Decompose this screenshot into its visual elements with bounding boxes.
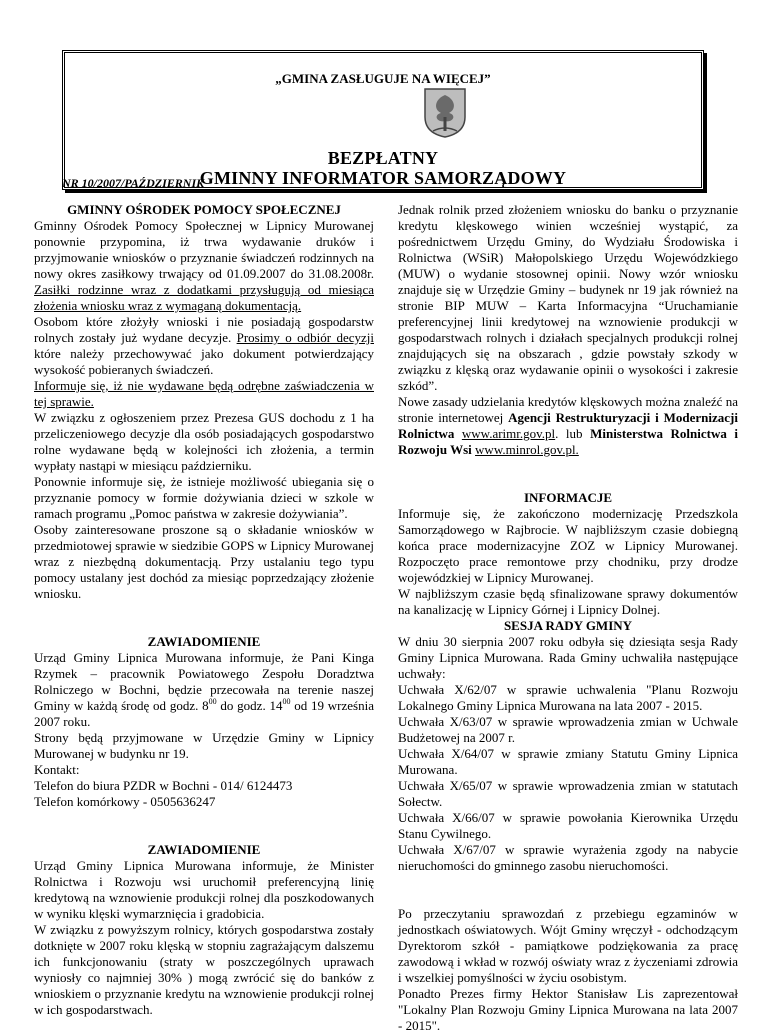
gops-paragraph-5: Ponownie informuje się, że istnieje możliwość ubiegania się o przyznanie pomocy w formie dożywiania dzieci w szkole w ramach programu „Pomoc państwa w zakresie dożywiania”. — [34, 474, 374, 521]
credit-ministry-name: Ministerstwa Rolnictwa i Rozwoju Wsi — [398, 426, 738, 457]
arimr-link[interactable]: www.arimr.gov.pl — [461, 426, 556, 441]
gops-paragraph-6: Osoby zainteresowane proszone są o składanie wniosków w przedmiotowej sprawie w siedzibie GOPS w Lipnicy Murowanej wraz z niezbędną dokumentacją. Przy ustalaniu tego typu pomocy ustalany jest dochód za miesiąc poprzedzający złożenie wniosku. — [34, 522, 374, 601]
minrol-link[interactable]: www.minrol.gov.pl. — [475, 442, 579, 457]
masthead — [62, 50, 704, 190]
gops-paragraph-3: Informuje się, iż nie wydawane będą odrębne zaświadczenia w tej sprawie. — [34, 378, 374, 409]
gops-p2-text-end: które należy przechowywać jako dokument potwierdzający wysokość pobieranych świadczeń. — [34, 346, 374, 377]
right-column — [398, 202, 738, 1034]
notice1-phone-2: Telefon komórkowy - 0505636247 — [34, 794, 216, 809]
notice2-heading: ZAWIADOMIENIE — [147, 842, 261, 857]
info-paragraph-2: W najbliższym czasie będą sfinalizowane sprawy dokumentów na kanalizację w Lipnicy Górnej i Lipnicy Dolnej. — [398, 586, 738, 617]
notice1-sup1: 00 — [208, 697, 217, 706]
notice1-p1-text-mid: do godz. 14 — [216, 698, 283, 713]
info-paragraph-1: Informuje się, że zakończono modernizację Przedszkola Samorządowego w Rajbrocie. W najbliższym czasie dobiegną końca prace modernizacyjne ZOZ w Lipnicy Murowanej. Rozpoczęto prace remontowe przy chodniku, przy drodze wojewódzkiej w Lipnicy Murowanej. — [398, 506, 738, 585]
gops-paragraph-2 — [34, 314, 374, 378]
resolution-6: Uchwała X/67/07 w sprawie wyrażenia zgody na nabycie nieruchomości do gminnego zasobu nieruchomości. — [398, 842, 738, 873]
gops-p1-text: Gminny Ośrodek Pomocy Społecznej w Lipnicy Murowanej ponownie przypomina, iż trwa wydawanie druków i przyjmowanie wniosków o przyznanie świadczeń rodzinnych na nowy okres zasiłkowy trwający od 01.09.2007 do 31.08.2008r. — [34, 218, 374, 281]
left-column — [34, 202, 374, 1018]
gops-paragraph-1 — [34, 218, 374, 314]
notice1-heading: ZAWIADOMIENIE — [147, 634, 261, 649]
gops-p2-underlined: Prosimy o odbiór decyzji — [236, 330, 374, 345]
resolution-2: Uchwała X/63/07 w sprawie wprowadzenia zmian w Uchwale Budżetowej na 2007 r. — [398, 714, 738, 745]
notice1-sup2: 00 — [282, 697, 291, 706]
notice1-p1-text: Urząd Gminy Lipnica Murowana informuje, że Pani Kinga Rzymek – pracownik Powiatowego Zespołu Doradztwa Rolniczego w Bochni, będzie przecowała na terenie naszej Gminy w każdą środę od godz. 8 — [34, 650, 374, 713]
session-paragraph-1: W dniu 30 sierpnia 2007 roku odbyła się dziesiąta sesja Rady Gminy Lipnica Murowana. Rada Gminy uchwaliła następujące uchwały: — [398, 634, 738, 681]
credit-p2-text: Nowe zasady udzielania kredytów klęskowych można znaleźć na stronie internetowej — [398, 394, 738, 425]
notice2-paragraph-2: W związku z powyższym rolnicy, których gospodarstwa zostały dotknięte w 2007 roku klęską w stopniu zagrażającym dalszemu ich funkcjonowaniu (straty w poszczególnych uprawach wyniosły co najmniej 30% ) mogą zwrócić się do banków z wnioskiem o przyznanie kredytu na wznowienie produkcji rolnej w ich gospodarstwach. — [34, 922, 374, 1017]
notice1-contact-label: Kontakt: — [34, 762, 80, 777]
credit-p2-text-mid: . lub — [555, 426, 591, 441]
gops-heading: GMINNY OŚRODEK POMOCY SPOŁECZNEJ — [67, 202, 341, 217]
session-paragraph-2: Po przeczytaniu sprawozdań z przebiegu egzaminów w jednostkach oświatowych. Wójt Gminy wręczył - odchodzącym Dyrektorom szkół - pamiątkowe podziękowania za pracę zawodową i wkład w rozwój oświaty wraz z życzeniami zdrowia i wszelkiej pomyślności w życiu osobistym. — [398, 906, 738, 985]
masthead-title-line2: GMINNY INFORMATOR SAMORZĄDOWY — [199, 168, 567, 188]
gops-p2-text: Osobom które złożyły wnioski i nie posiadają gospodarstw rolnych zostały już wydane decyzje. — [34, 314, 374, 345]
info-heading: INFORMACJE — [523, 490, 613, 505]
issue-number: NR 10/2007/PAŹDZIERNIK — [62, 176, 205, 190]
resolution-1: Uchwała X/62/07 w sprawie uchwalenia "Planu Rozwoju Lokalnego Gminy Lipnica Murowana na lata 2007 - 2015. — [398, 682, 738, 713]
notice2-paragraph-1: Urząd Gminy Lipnica Murowana informuje, że Minister Rolnictwa i Rozwoju wsi uruchomił preferencyjną linię kredytową na wznowienie produkcji rolnej dla poszkodowanych w wyniku klęski wymarznięcia i gradobicia. — [34, 858, 374, 921]
masthead-title-line1: BEZPŁATNY — [327, 148, 439, 168]
gops-paragraph-4: W związku z ogłoszeniem przez Prezesa GUS dochodu z 1 ha przeliczeniowego decyzje dla osób posiadających gospodarstwo rolne wydawane będą w kolejności ich złożenia, a termin wypłaty nastąpi w miesiącu październiku. — [34, 410, 374, 473]
session-paragraph-3: Ponadto Prezes firmy Hektor Stanisław Lis zaprezentował "Lokalny Plan Rozwoju Gminy Lipnica Murowana na lata 2007 - 2015". — [398, 986, 738, 1033]
session-heading: SESJA RADY GMINY — [503, 618, 633, 633]
resolution-5: Uchwała X/66/07 w sprawie powołania Kierownika Urzędu Stanu Cywilnego. — [398, 810, 738, 841]
gops-p1-underlined: Zasiłki rodzinne wraz z dodatkami przysługują od miesiąca złożenia wniosku wraz z wymaganą dokumentacją. — [34, 282, 374, 313]
notice1-p1-text-end: od 19 września 2007 roku. — [34, 698, 374, 729]
credit-paragraph-1: Jednak rolnik przed złożeniem wniosku do banku o przyznanie kredytu klęskowego winien wcześniej wystąpić, za pośrednictwem Urzędu Gminy, do Wydziału Środowiska i Rolnictwa (WSiR) Małopolskiego Urzędu Wojewódzkiego (MUW) o wydanie stosownej opinii. Nowy wzór wniosku znajduje się w Urzędzie Gminy – budynek nr 19 jak również na stronie BIP MUW – Karta Informacyjna “Uruchamianie preferencyjnej linii kredytowej na wznowienie produkcji w gospodarstwach rolnych i działach specjalnych produkcji rolnej znajdujących się na obszarach , gdzie powstały szkody w związku z klęską oraz wydawanie opinii o wysokości i zakresie szkód”. — [398, 202, 738, 393]
resolution-3: Uchwała X/64/07 w sprawie zmiany Statutu Gminy Lipnica Murowana. — [398, 746, 738, 777]
notice1-paragraph-2: Strony będą przyjmowane w Urzędzie Gminy w Lipnicy Murowanej w budynku nr 19. — [34, 730, 374, 761]
motto: „GMINA ZASŁUGUJE NA WIĘCEJ” — [275, 71, 491, 86]
credit-paragraph-2 — [398, 394, 738, 458]
notice1-phone-1: Telefon do biura PZDR w Bochni - 014/ 6124473 — [34, 778, 293, 793]
coat-of-arms-icon — [423, 87, 467, 139]
resolution-4: Uchwała X/65/07 w sprawie wprowadzenia zmian w statutach Sołectw. — [398, 778, 738, 809]
credit-agency-name: Agencji Restrukturyzacji i Modernizacji Rolnictwa — [398, 410, 738, 441]
notice1-paragraph-1 — [34, 650, 374, 730]
